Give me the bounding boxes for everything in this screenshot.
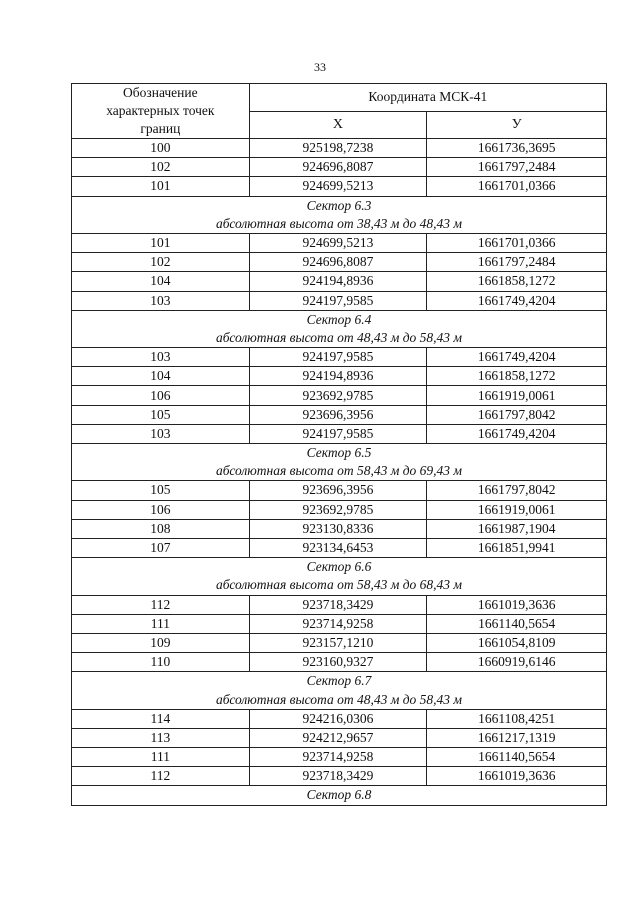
designation-line-3: границ — [140, 121, 181, 136]
x-cell: 923696,3956 — [249, 405, 427, 424]
x-cell: 923714,9258 — [249, 614, 427, 633]
point-cell: 103 — [72, 291, 250, 310]
sector-height: абсолютная высота от 48,43 м до 58,43 м — [72, 690, 607, 709]
sector-height-row — [72, 215, 607, 234]
sector-height: абсолютная высота от 58,43 м до 68,43 м — [72, 576, 607, 595]
x-cell: 923692,9785 — [249, 500, 427, 519]
table-row — [72, 767, 607, 786]
y-cell: 1661736,3695 — [427, 139, 607, 158]
table-row — [72, 614, 607, 633]
sector-title-row — [72, 310, 607, 329]
sector-height-row — [72, 329, 607, 348]
point-cell: 111 — [72, 748, 250, 767]
table-row — [72, 177, 607, 196]
table-row — [72, 139, 607, 158]
y-cell: 1661797,8042 — [427, 481, 607, 500]
x-cell: 924696,8087 — [249, 253, 427, 272]
sector-title: Сектор 6.3 — [72, 196, 607, 215]
sector-height-row — [72, 576, 607, 595]
sector-height: абсолютная высота от 38,43 м до 48,43 м — [72, 215, 607, 234]
table-row — [72, 367, 607, 386]
y-cell: 1661019,3636 — [427, 767, 607, 786]
point-cell: 104 — [72, 272, 250, 291]
y-cell: 1661749,4204 — [427, 291, 607, 310]
x-cell: 923714,9258 — [249, 748, 427, 767]
point-cell: 112 — [72, 767, 250, 786]
sector-height: абсолютная высота от 48,43 м до 58,43 м — [72, 329, 607, 348]
table-body — [72, 139, 607, 806]
sector-title: Сектор 6.7 — [72, 672, 607, 691]
y-cell: 1661217,1319 — [427, 728, 607, 747]
page-number: 33 — [314, 60, 326, 74]
table-row — [72, 481, 607, 500]
x-cell: 924696,8087 — [249, 158, 427, 177]
y-cell: 1661851,9941 — [427, 538, 607, 557]
x-cell: 924699,5213 — [249, 177, 427, 196]
x-cell: 923134,6453 — [249, 538, 427, 557]
table-row — [72, 405, 607, 424]
table-row — [72, 424, 607, 443]
x-cell: 923696,3956 — [249, 481, 427, 500]
x-cell: 925198,7238 — [249, 139, 427, 158]
table-row — [72, 500, 607, 519]
point-cell: 112 — [72, 595, 250, 614]
y-cell: 1661749,4204 — [427, 348, 607, 367]
table-row — [72, 386, 607, 405]
y-cell: 1661797,8042 — [427, 405, 607, 424]
table-row — [72, 748, 607, 767]
sector-title: Сектор 6.6 — [72, 558, 607, 577]
x-cell: 924212,9657 — [249, 728, 427, 747]
sector-title-row — [72, 558, 607, 577]
point-cell: 103 — [72, 424, 250, 443]
sector-title: Сектор 6.4 — [72, 310, 607, 329]
table-row — [72, 519, 607, 538]
sector-title-row — [72, 196, 607, 215]
y-cell: 1661919,0061 — [427, 386, 607, 405]
x-cell: 923718,3429 — [249, 767, 427, 786]
point-cell: 111 — [72, 614, 250, 633]
x-cell: 924699,5213 — [249, 233, 427, 252]
table-row — [72, 728, 607, 747]
y-column-header: У — [427, 111, 607, 139]
designation-header — [72, 84, 250, 139]
y-cell: 1661797,2484 — [427, 253, 607, 272]
y-cell: 1661858,1272 — [427, 367, 607, 386]
y-cell: 1661701,0366 — [427, 233, 607, 252]
table-row — [72, 595, 607, 614]
table-row — [72, 538, 607, 557]
y-cell: 1661749,4204 — [427, 424, 607, 443]
y-cell: 1661987,1904 — [427, 519, 607, 538]
point-cell: 103 — [72, 348, 250, 367]
point-cell: 101 — [72, 177, 250, 196]
y-cell: 1661054,8109 — [427, 633, 607, 652]
point-cell: 102 — [72, 253, 250, 272]
y-cell: 1661140,5654 — [427, 748, 607, 767]
x-cell: 923718,3429 — [249, 595, 427, 614]
point-cell: 102 — [72, 158, 250, 177]
x-cell: 924216,0306 — [249, 709, 427, 728]
sector-height: абсолютная высота от 58,43 м до 69,43 м — [72, 462, 607, 481]
coordinates-table — [71, 83, 607, 806]
x-cell: 924194,8936 — [249, 367, 427, 386]
x-column-header: Х — [249, 111, 427, 139]
y-cell: 1661140,5654 — [427, 614, 607, 633]
sector-title: Сектор 6.8 — [72, 786, 607, 805]
point-cell: 108 — [72, 519, 250, 538]
y-cell: 1661858,1272 — [427, 272, 607, 291]
table-row — [72, 253, 607, 272]
y-cell: 1660919,6146 — [427, 653, 607, 672]
x-cell: 923130,8336 — [249, 519, 427, 538]
sector-title-row — [72, 444, 607, 463]
point-cell: 106 — [72, 500, 250, 519]
sector-height-row — [72, 690, 607, 709]
y-cell: 1661701,0366 — [427, 177, 607, 196]
table-row — [72, 291, 607, 310]
table-row — [72, 348, 607, 367]
x-cell: 924197,9585 — [249, 348, 427, 367]
table-row — [72, 272, 607, 291]
y-cell: 1661108,4251 — [427, 709, 607, 728]
x-cell: 923160,9327 — [249, 653, 427, 672]
y-cell: 1661797,2484 — [427, 158, 607, 177]
x-cell: 924194,8936 — [249, 272, 427, 291]
sector-height-row — [72, 462, 607, 481]
point-cell: 100 — [72, 139, 250, 158]
point-cell: 105 — [72, 405, 250, 424]
sector-title-row — [72, 672, 607, 691]
table-row — [72, 709, 607, 728]
point-cell: 110 — [72, 653, 250, 672]
point-cell: 101 — [72, 233, 250, 252]
point-cell: 107 — [72, 538, 250, 557]
table-header — [72, 84, 607, 139]
table-row — [72, 233, 607, 252]
point-cell: 104 — [72, 367, 250, 386]
x-cell: 924197,9585 — [249, 291, 427, 310]
point-cell: 113 — [72, 728, 250, 747]
point-cell: 106 — [72, 386, 250, 405]
x-cell: 924197,9585 — [249, 424, 427, 443]
sector-title: Сектор 6.5 — [72, 444, 607, 463]
designation-line-2: характерных точек — [106, 103, 215, 118]
y-cell: 1661919,0061 — [427, 500, 607, 519]
point-cell: 109 — [72, 633, 250, 652]
point-cell: 114 — [72, 709, 250, 728]
x-cell: 923692,9785 — [249, 386, 427, 405]
table-row — [72, 653, 607, 672]
table-row — [72, 633, 607, 652]
coordinate-system-header: Координата МСК-41 — [249, 84, 606, 112]
y-cell: 1661019,3636 — [427, 595, 607, 614]
designation-line-1: Обозначение — [123, 85, 198, 100]
point-cell: 105 — [72, 481, 250, 500]
x-cell: 923157,1210 — [249, 633, 427, 652]
table-row — [72, 158, 607, 177]
sector-title-row — [72, 786, 607, 805]
